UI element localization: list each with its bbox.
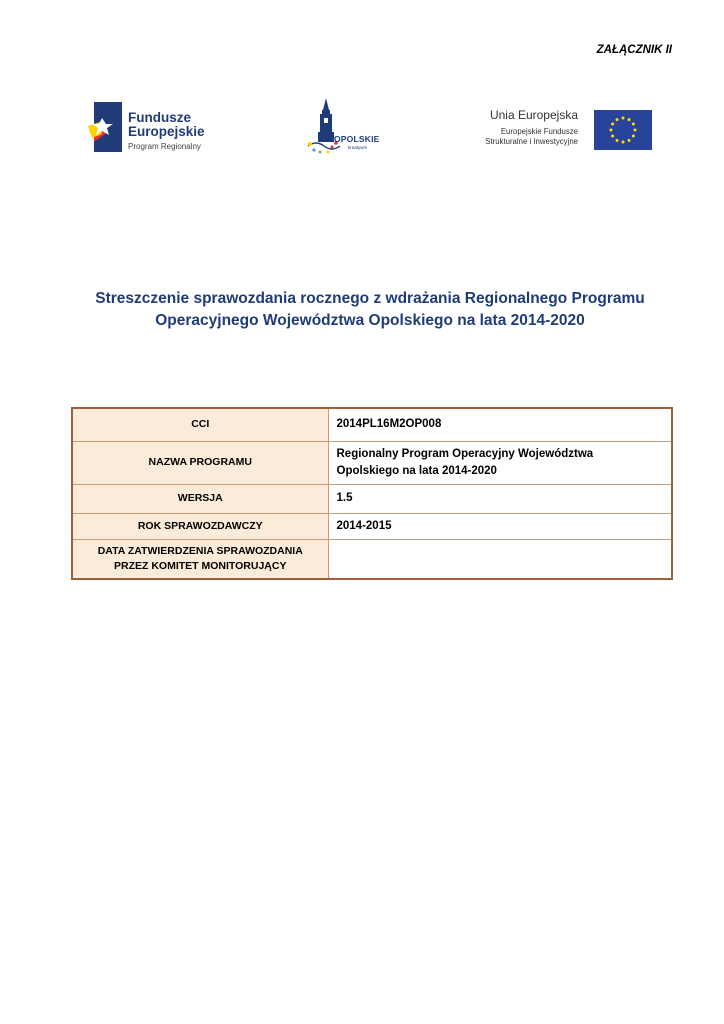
row-value-version: 1.5 xyxy=(328,484,672,513)
opolskie-tower-icon xyxy=(290,96,386,160)
fundusze-line1: Fundusze xyxy=(128,110,191,125)
opolskie-sub: kreatywni xyxy=(348,145,368,150)
row-value-approval-date xyxy=(328,539,672,579)
row-label-cci: CCI xyxy=(72,408,328,441)
unia-europejska-logo xyxy=(468,108,658,152)
opolskie-name: OPOLSKIE xyxy=(334,134,380,144)
report-info-table xyxy=(71,407,673,580)
fundusze-emblem-icon xyxy=(88,102,124,154)
opolskie-logo xyxy=(290,96,386,160)
title-line2: Operacyjnego Województwa Opolskiego na lata 2014-2020 xyxy=(155,312,585,329)
row-value-report-year: 2014-2015 xyxy=(328,513,672,539)
row-label-program-name: NAZWA PROGRAMU xyxy=(72,441,328,484)
annex-label: ZAŁĄCZNIK II xyxy=(596,44,672,56)
approval-label-line1: DATA ZATWIERDZENIA SPRAWOZDANIA xyxy=(97,544,303,557)
row-value-cci: 2014PL16M2OP008 xyxy=(328,408,672,441)
eu-line3: Strukturalne i Inwestycyjne xyxy=(485,137,578,146)
eu-flag-icon xyxy=(594,110,652,150)
fundusze-europejskie-logo xyxy=(88,100,228,156)
table-row xyxy=(72,513,672,539)
document-title xyxy=(60,288,680,332)
row-value-program-name xyxy=(328,441,672,484)
row-label-report-year: ROK SPRAWOZDAWCZY xyxy=(72,513,328,539)
program-name-line2: Opolskiego na lata 2014-2020 xyxy=(336,464,497,477)
fundusze-line2: Europejskie xyxy=(128,124,205,139)
eu-line1: Unia Europejska xyxy=(489,108,578,122)
logo-bar xyxy=(88,96,658,160)
fundusze-line3: Program Regionalny xyxy=(128,142,201,151)
eu-line2: Europejskie Fundusze xyxy=(500,127,578,136)
table-row xyxy=(72,441,672,484)
row-label-approval-date xyxy=(72,539,328,579)
table-row xyxy=(72,408,672,441)
approval-label-line2: PRZEZ KOMITET MONITORUJĄCY xyxy=(114,559,287,572)
title-line1: Streszczenie sprawozdania rocznego z wdrażania Regionalnego Programu xyxy=(95,290,645,307)
table-row xyxy=(72,539,672,579)
table-row xyxy=(72,484,672,513)
row-label-version: WERSJA xyxy=(72,484,328,513)
program-name-line1: Regionalny Program Operacyjny Województwa xyxy=(336,447,594,460)
